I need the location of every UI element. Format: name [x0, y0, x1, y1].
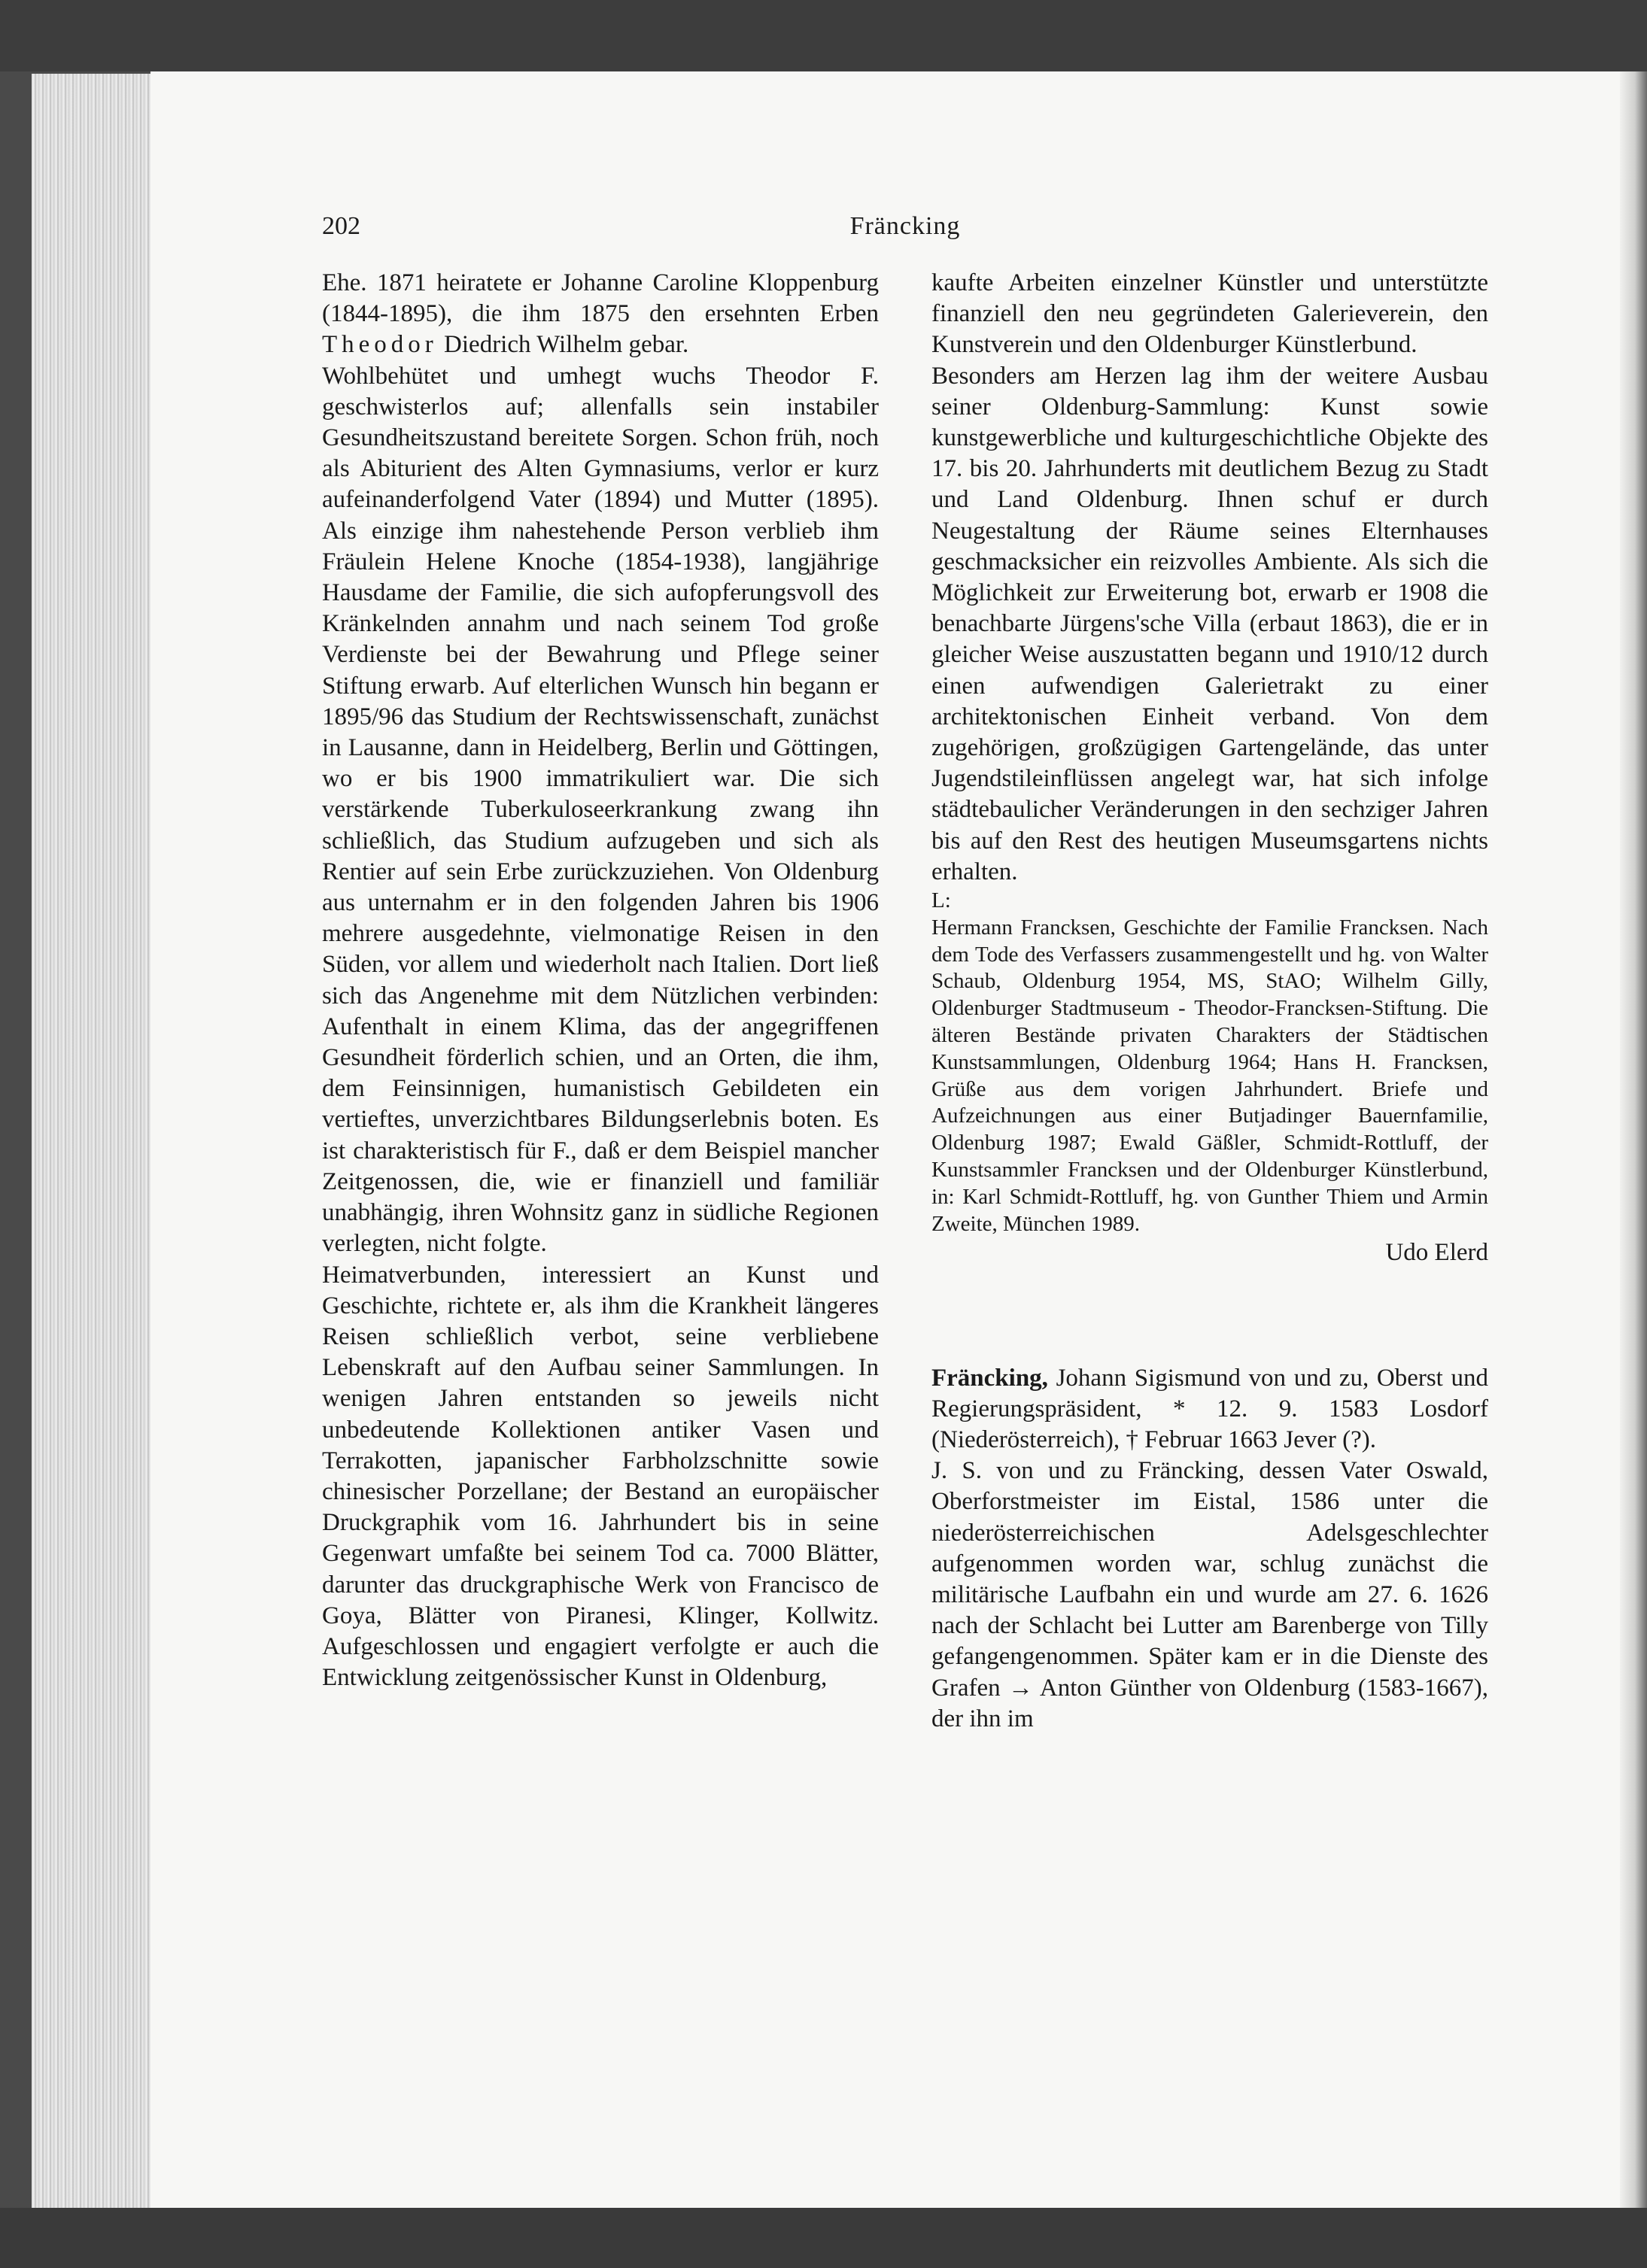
- left-column: [322, 268, 879, 1693]
- paragraph: Besonders am Herzen lag ihm der weitere Ausbau seiner Oldenburg-Sammlung: Kunst sowie kunstgewerbliche und kulturgeschichtliche Objekte des 17. bis 20. Jahrhunderts mit deutlichem Bezug zu Stadt und Land Oldenburg. Ihnen schuf er durch Neugestaltung der Räume seines Elternhauses geschmacksicher ein reizvolles Ambiente. Als sich die Möglichkeit zur Erweiterung bot, erwarb er 1908 die benachbarte Jürgens'sche Villa (erbaut 1863), die er in gleicher Weise auszustatten begann und 1910/12 durch einen aufwendigen Galerietrakt zu einer architektonischen Einheit verband. Von dem zugehörigen, großzügigen Gartengelände, das unter Jugendstileinflüssen angelegt war, hat sich infolge städtebaulicher Veränderungen in den sechziger Jahren bis auf den Rest des heutigen Museumsgartens nichts erhalten.: [931, 362, 1488, 885]
- entry-separator: [931, 1269, 1488, 1363]
- paragraph: J. S. von und zu Fräncking, dessen Vater Oswald, Oberforstmeister im Eistal, 1586 unter die niederösterreichischen Adelsgeschlechter aufgenommen worden war, schlug zunächst die militärische Laufbahn ein und wurde am 27. 6. 1626 nach der Schlacht bei Lutter am Barenberge von Tilly gefangengenommen. Später kam er in die Dienste des Grafen → Anton Günther von Oldenburg (1583-1667), der ihn im: [931, 1457, 1488, 1732]
- literature-label: L:: [931, 888, 951, 913]
- spaced-name: Theodor: [322, 331, 438, 359]
- running-header: [322, 212, 1488, 250]
- literature-text: Hermann Francksen, Geschichte der Familie Francksen. Nach dem Tode des Verfassers zusammengestellt und hg. von Walter Schaub, Oldenburg 1954, MS, StAO; Wilhelm Gilly, Oldenburger Stadtmuseum - Theodor-Francksen-Stiftung. Die älteren Bestände privaten Charakters der Städtischen Kunstsammlungen, Oldenburg 1964; Hans H. Francksen, Grüße aus dem vorigen Jahrhundert. Briefe und Aufzeichnungen aus einer Butjadinger Bauernfamilie, Oldenburg 1987; Ewald Gäßler, Schmidt-Rottluff, der Kunstsammler Francksen und der Oldenburger Künstlerbund, in: Karl Schmidt-Rottluff, hg. von Gunther Thiem und Armin Zweite, München 1989.: [931, 915, 1488, 1236]
- scan-bottom-border: [0, 2208, 1647, 2268]
- scan-top-border: [0, 0, 1647, 71]
- author-signature: Udo Elerd: [1385, 1239, 1488, 1267]
- paragraph: [322, 268, 879, 361]
- text-run: Diedrich Wilhelm gebar.: [437, 331, 689, 359]
- book-page-edges: [32, 74, 157, 2210]
- paragraph: Wohlbehütet und umhegt wuchs Theodor F. geschwisterlos auf; allenfalls sein instabiler Gesundheitszustand bereitete Sorgen. Schon früh, noch als Abiturient des Alten Gymnasiums, verlor er kurz aufeinanderfolgend Vater (1894) und Mutter (1895). Als einzige ihm nahestehende Person verblieb ihm Fräulein Helene Knoche (1854-1938), langjährige Hausdame der Familie, die sich aufopferungsvoll des Kränkelnden annahm und nach seinem Tod große Verdienste bei der Bewahrung und Pflege seiner Stiftung erwarb. Auf elterlichen Wunsch hin begann er 1895/96 das Studium der Rechtswissenschaft, zunächst in Lausanne, dann in Heidelberg, Berlin und Göttingen, wo er bis 1900 immatrikuliert war. Die sich verstärkende Tuberkuloseerkrankung zwang ihn schließlich, das Studium aufzugeben und sich als Rentier auf sein Erbe zurückzuziehen. Von Oldenburg aus unternahm er in den folgenden Jahren bis 1906 mehrere ausgedehnte, vielmonatige Reisen in den Süden, vor allem und wiederholt nach Italien. Dort ließ sich das Angenehme mit dem Nützlichen verbinden: Aufenthalt in einem Klima, das der angegriffenen Gesundheit förderlich schien, und an Orten, die ihm, dem Feinsinnigen, humanistisch Gebildeten ein vertieftes, unverzichtbares Bildungserlebnis boten. Es ist charakteristisch für F., daß er dem Beispiel mancher Zeitgenossen, die, wie er finanziell und familiär unabhängig, ihren Wohnsitz ganz in südliche Regionen verlegten, nicht folgte.: [322, 362, 879, 1258]
- entry-header-text: Johann Sigismund von und zu, Oberst und Regierungspräsident, * 12. 9. 1583 Losdorf (Niederösterreich), † Februar 1663 Jever (?).: [931, 1364, 1488, 1454]
- right-column: [931, 268, 1488, 1735]
- paragraph: Heimatverbunden, interessiert an Kunst und Geschichte, richtete er, als ihm die Krankheit längeres Reisen schließlich verbot, seine verbliebene Lebenskraft auf den Aufbau seiner Sammlungen. In wenigen Jahren entstanden so jeweils nicht unbedeutende Kollektionen antiker Vasen und Terrakotten, japanischer Farbholzschnitte sowie chinesischer Porzellane; der Bestand an europäischer Druckgraphik vom 16. Jahrhundert bis in seine Gegenwart umfaßte bei seinem Tod ca. 7000 Blätter, darunter das druckgraphische Werk von Francisco de Goya, Blätter von Piranesi, Klinger, Kollwitz. Aufgeschlossen und engagiert verfolgte er auch die Entwicklung zeitgenössischer Kunst in Oldenburg,: [322, 1261, 879, 1692]
- entry-headword: Fräncking,: [931, 1364, 1048, 1392]
- paragraph: kaufte Arbeiten einzelner Künstler und unterstützte finanziell den neu gegründeten Galerieverein, den Kunstverein und den Oldenburger Künstlerbund.: [931, 269, 1488, 359]
- page-curl-shadow: [1620, 71, 1647, 2208]
- running-title: Fräncking: [849, 212, 961, 240]
- page-number: 202: [322, 212, 360, 240]
- entry-header: [931, 1363, 1488, 1456]
- text-run: Ehe. 1871 heiratete er Johanne Caroline Kloppenburg (1844-1895), die ihm 1875 den ersehnten Erben: [322, 269, 879, 328]
